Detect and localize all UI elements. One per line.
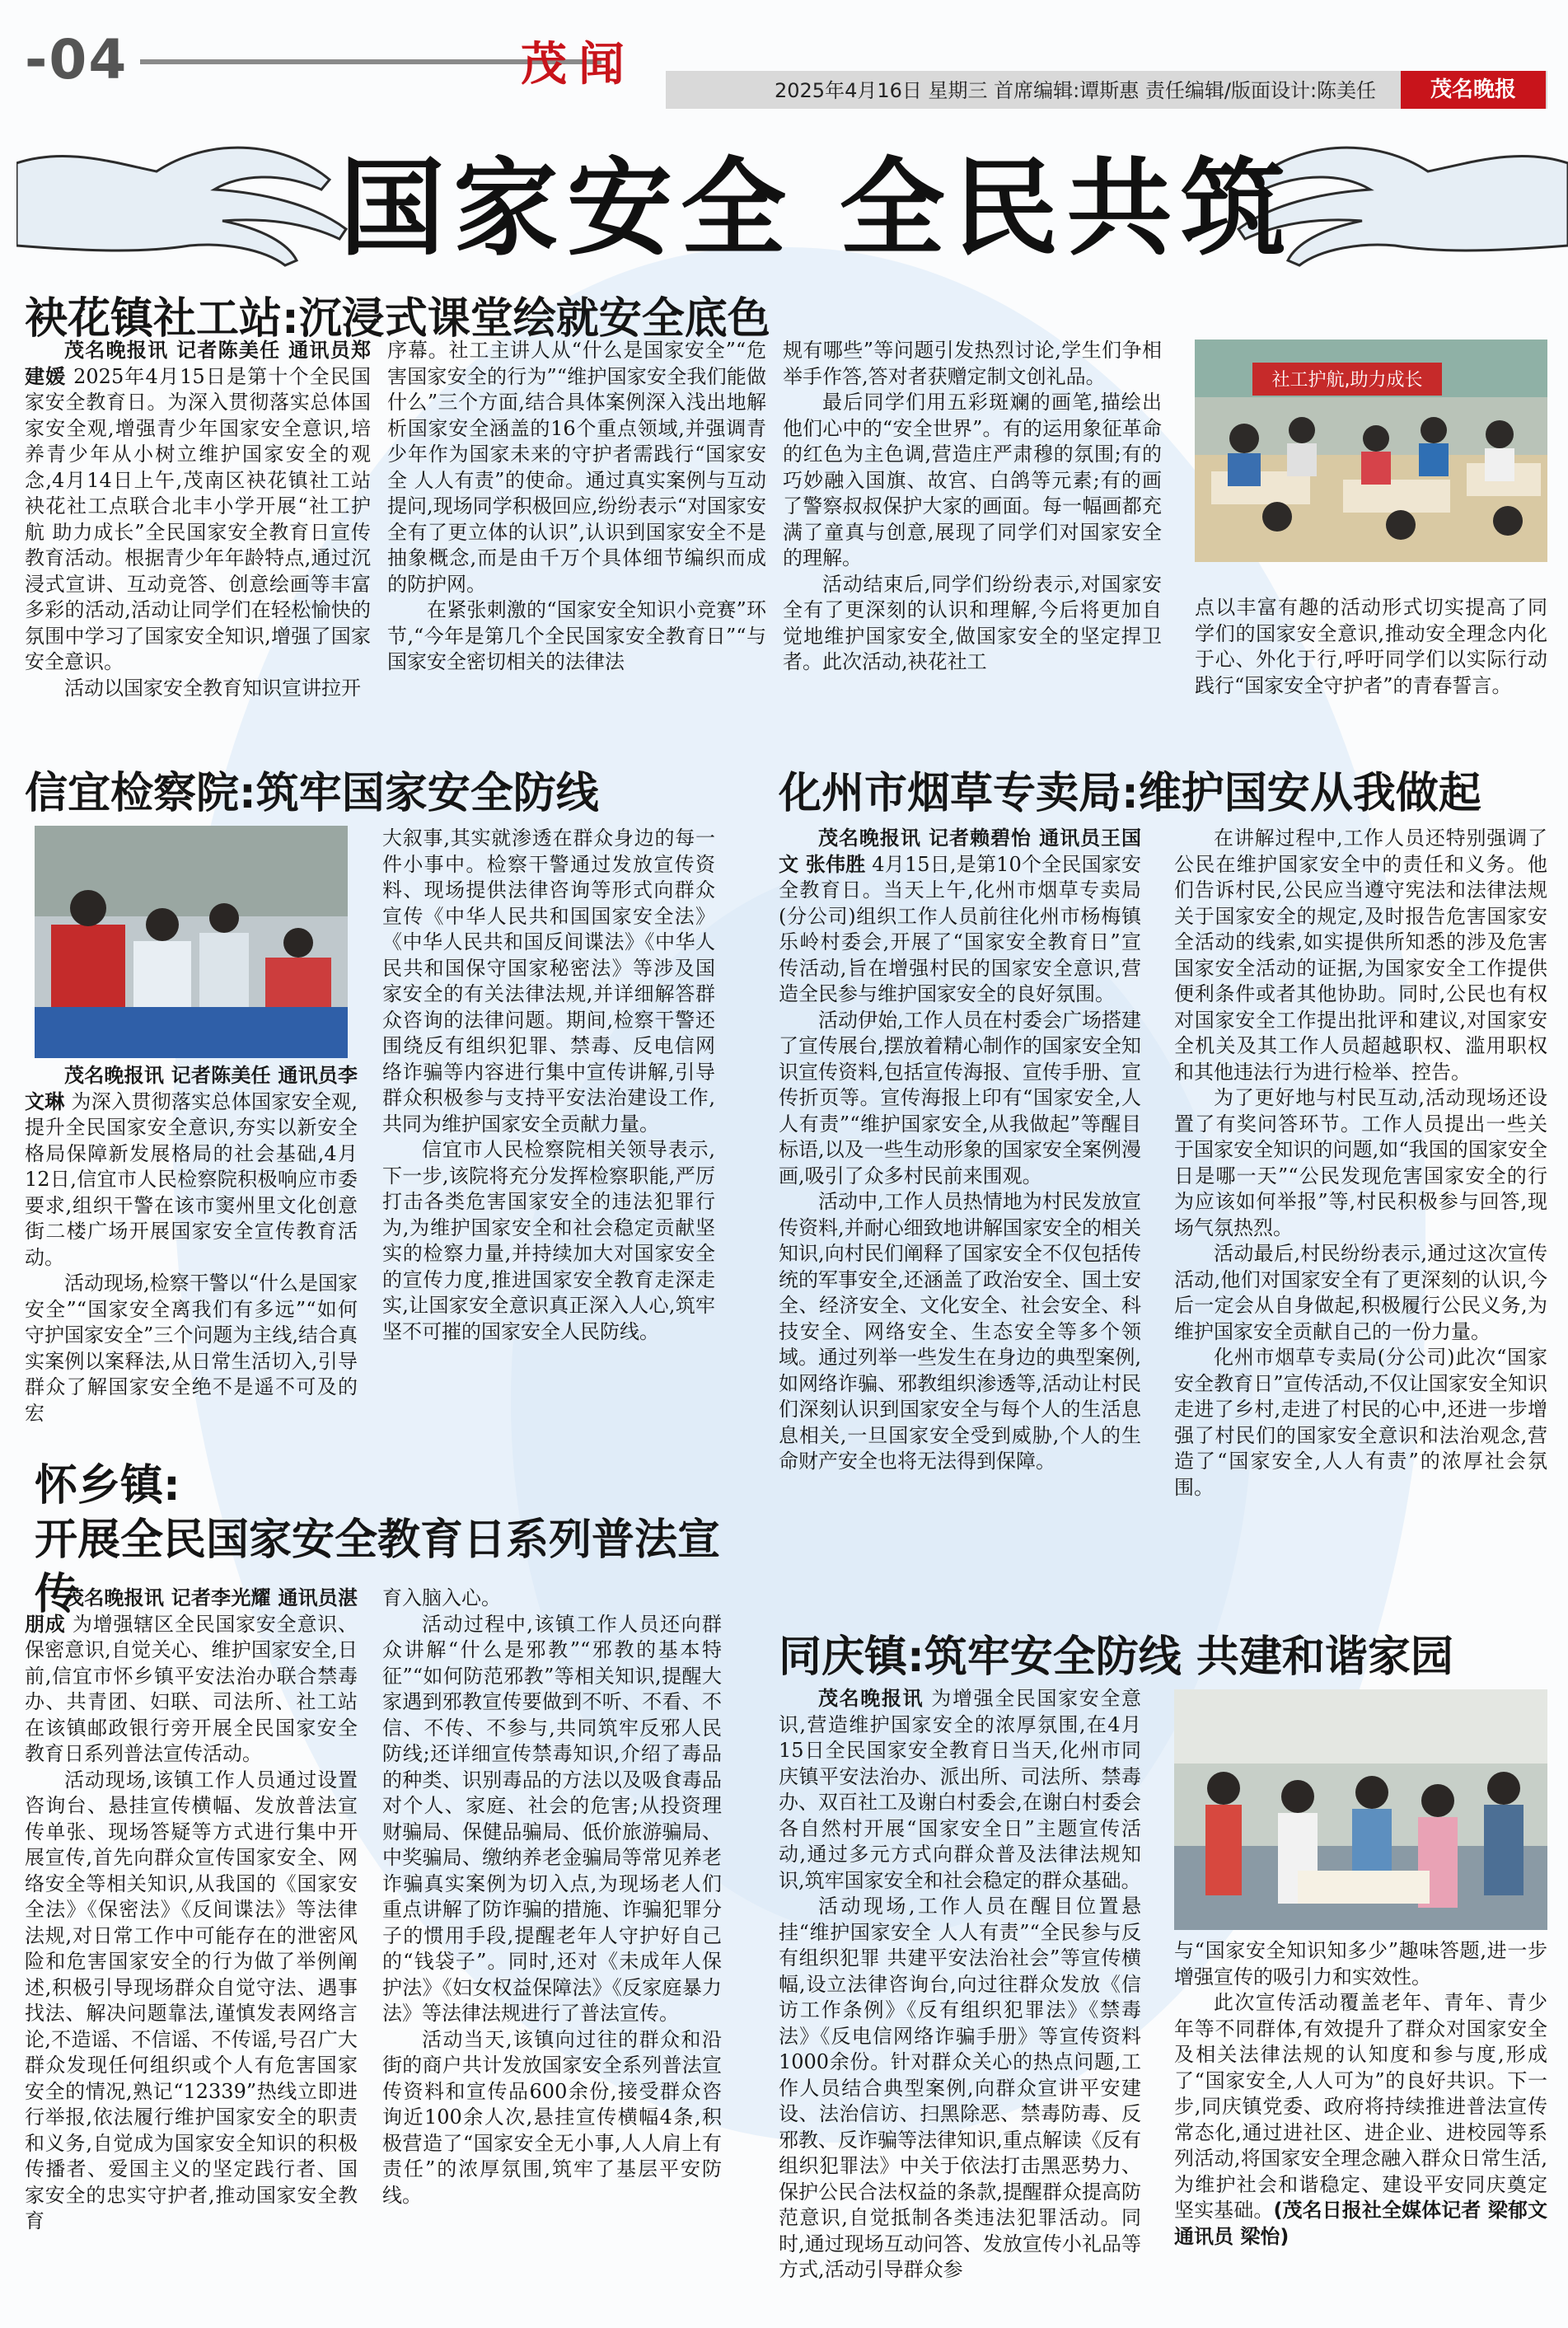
article3-col1 bbox=[779, 826, 1141, 1567]
paragraph: 2025年4月15日是第十个全民国家安全教育日。为深入贯彻落实总体国家安全观,增强青少年国家安全意识,培养青少年从小树立维护国家安全的观念,4月14日上午,茂南区袂花镇社工站袂花社工点联合北丰小学开展“社工护航 助力成长”全民国家安全教育日宣传教育活动。根据青少年年龄特点,通过沉浸式宣讲、互动竞答、创意绘画等丰富多彩的活动,活动让同学们在轻松愉快的氛围中学习了国家安全知识,增强了国家安全意识。 bbox=[25, 364, 372, 673]
article4-col1 bbox=[25, 1586, 358, 2311]
paragraph: 活动中,工作人员热情地为村民发放宣传资料,并耐心细致地讲解国家安全的相关知识,向村民们阐释了国家安全不仅包括传统的军事安全,还涵盖了政治安全、国土安全、经济安全、文化安全、社会安全、科技安全、网络安全、生态安全等多个领域。通过列举一些发生在身边的典型案例,如网络诈骗、邪教组织渗透等,活动让村民们深刻认识到国家安全与每个人的生活息息相关,一旦国家安全受到威胁,个人的生命财产安全也将无法得到保障。 bbox=[779, 1190, 1141, 1473]
article1-col2 bbox=[387, 338, 766, 725]
paragraph: 活动现场,工作人员在醒目位置悬挂“维护国家安全 人人有责”“全民参与反有组织犯罪 共建平安法治社会”等宣传横幅,设立法律咨询台,向过往群众发放《信访工作条例》《反有组织犯罪法》《禁毒法》《反电信网络诈骗手册》等宣传资料1000余份。针对群众关心的热点问题,工作人员结合典型案例,向群众宣讲平安建设、法治信访、扫黑除恶、禁毒防毒、反邪教、反诈骗等法律知识,重点解读《反有组织犯罪法》中关于依法打击黑恶势力、保护公民合法权益的条款,提醒群众提高防范意识,自觉抵制各类违法犯罪活动。同时,通过现场互动问答、发放宣传小礼品等方式,活动引导群众参 bbox=[779, 1895, 1141, 2281]
paragraph: 活动以国家安全教育知识宣讲拉开 bbox=[64, 676, 361, 700]
article5-signoff: (茂名日报社全媒体记者 梁郁文 通讯员 梁怡) bbox=[1174, 2199, 1548, 2248]
article1-col4 bbox=[1195, 595, 1547, 725]
article5-title: 同庆镇:筑牢安全防线 共建和谐家园 bbox=[779, 1632, 1453, 1682]
article2-title: 信宜检察院:筑牢国家安全防线 bbox=[25, 769, 599, 818]
column-badge: 茂闻 bbox=[521, 38, 636, 91]
article5-byline: 茂名晚报讯 bbox=[818, 1687, 924, 1710]
page-number: -04 bbox=[25, 28, 129, 91]
paragraph: 4月15日,是第10个全民国家安全教育日。当天上午,化州市烟草专卖局(分公司)组织工作人员前往化州市杨梅镇乐岭村委会,开展了“国家安全教育日”宣传活动,旨在增强村民的国家安全意识,营造全民参与维护国家安全的良好氛围。 bbox=[779, 852, 1141, 1005]
article3-title: 化州市烟草专卖局:维护国安从我做起 bbox=[779, 769, 1481, 818]
paragraph: 大叙事,其实就渗透在群众身边的每一件小事中。检察干警通过发放宣传资料、现场提供法律咨询等形式向群众宣传《中华人民共和国国家安全法》《中华人民共和国反间谍法》《中华人民共和国保守国家秘密法》等涉及国家安全的有关法律法规,并详细解答群众咨询的法律问题。期间,检察干警还围绕反有组织犯罪、禁毒、反电信网络诈骗等内容进行集中宣传讲解,引导群众积极参与支持平安法治建设工作,共同为维护国家安全贡献力量。 bbox=[382, 827, 715, 1136]
article1-col1 bbox=[25, 338, 371, 725]
paragraph: 在紧张刺激的“国家安全知识小竞赛”环节,“今年是第几个全民国家安全教育日”“与国家安全密切相关的法律法 bbox=[387, 598, 766, 673]
article3-byline: 茂名晚报讯 记者赖碧怡 通讯员王国文 张伟胜 bbox=[779, 827, 1141, 876]
article5-col2 bbox=[1174, 1938, 1547, 2313]
paragraph: 为深入贯彻落实总体国家安全观,提升全民国家安全意识,夯实以新安全格局保障新发展格局的社会基础,4月12日,信宜市人民检察院积极响应市委要求,组织干警在该市窦州里文化创意街二楼广场开展国家安全宣传教育活动。 bbox=[25, 1089, 358, 1269]
paragraph: 活动现场,该镇工作人员通过设置咨询台、悬挂宣传横幅、发放普法宣传单张、现场答疑等方式进行集中开展宣传,首先向群众宣传国家安全、网络安全等相关知识,从我国的《国家安全法》《保密法》《反间谍法》等法律法规,对日常工作中可能存在的泄密风险和危害国家安全的行为做了举例阐述,积极引导现场群众自觉守法、遇事找法、解决问题靠法,谨慎发表网络言论,不造谣、不信谣、不传谣,号召广大群众发现任何组织或个人有危害国家安全的情况,熟记“12339”热线立即进行举报,依法履行维护国家安全的职责和义务,自觉成为国家安全知识的积极传播者、爱国主义的坚定践行者、国家安全的忠实守护者,推动国家安全教育 bbox=[25, 1768, 358, 2232]
paragraph: 与“国家安全知识知多少”趣味答题,进一步增强宣传的吸引力和实效性。 bbox=[1174, 1939, 1547, 1988]
main-title: 国家安全 全民共筑 bbox=[339, 148, 1294, 270]
paragraph: 活动结束后,同学们纷纷表示,对国家安全有了更深刻的认识和理解,今后将更加自觉地维护国家安全,做国家安全的坚定捍卫者。此次活动,袂花社工 bbox=[783, 572, 1162, 673]
photo-banner-text: 社工护航,助力成长 bbox=[1271, 370, 1423, 391]
paragraph: 规有哪些”等问题引发热烈讨论,学生们争相举手作答,答对者获赠定制文创礼品。 bbox=[783, 339, 1162, 388]
paragraph: 活动当天,该镇向过往的群众和沿街的商户共计发放国家安全系列普法宣传资料和宣传品600余份,接受群众咨询近100余人次,悬挂宣传横幅4条,积极营造了“国家安全无小事,人人肩上有责任”的浓厚氛围,筑牢了基层平安防线。 bbox=[382, 2027, 722, 2207]
article3-col2 bbox=[1174, 826, 1547, 1567]
paragraph: 最后同学们用五彩斑斓的画笔,描绘出他们心中的“安全世界”。有的运用象征革命的红色为主色调,营造庄严肃穆的氛围;有的巧妙融入国旗、故宫、白鸽等元素;有的画了警察叔叔保护大家的画面。每一幅画都充满了童真与创意,展现了同学们对国家安全的理解。 bbox=[783, 391, 1162, 569]
article4-byline: 茂名晚报讯 记者李光耀 通讯员湛朋成 bbox=[25, 1586, 358, 1636]
article1-photo bbox=[1195, 340, 1547, 562]
paragraph: 在讲解过程中,工作人员还特别强调了公民在维护国家安全中的责任和义务。他们告诉村民,公民应当遵守宪法和法律法规关于国家安全的规定,及时报告危害国家安全活动的线索,如实提供所知悉的涉及危害国家安全活动的证据,为国家安全工作提供便利条件或者其他协助。同时,公民也有权对国家安全工作提出批评和建议,对国家安全机关及其工作人员超越职权、滥用职权和其他违法行为进行检举、控告。 bbox=[1174, 827, 1547, 1084]
paragraph: 为了更好地与村民互动,活动现场还设置了有奖问答环节。工作人员提出一些关于国家安全知识的问题,如“我国的国家安全日是哪一天”“公民发现危害国家安全的行为应该如何举报”等,村民积极参与回答,现场气氛热烈。 bbox=[1174, 1086, 1547, 1239]
paragraph: 此次宣传活动覆盖老年、青年、青少年等不同群体,有效提升了群众对国家安全及相关法律法规的认知度和参与度,形成了“国家安全,人人可为”的良好共识。下一步,同庆镇党委、政府将持续推进普法宣传常态化,通过进社区、进企业、进校园等系列活动,将国家安全理念融入群众日常生活,为维护社会和谐稳定、建设平安同庆奠定坚实基础。 bbox=[1174, 1991, 1547, 2222]
paragraph: 活动过程中,该镇工作人员还向群众讲解“什么是邪教”“邪教的基本特征”“如何防范邪教”等相关知识,提醒大家遇到邪教宣传要做到不听、不看、不信、不传、不参与,共同筑牢反邪人民防线;还详细宣传禁毒知识,介绍了毒品的种类、识别毒品的方法以及吸食毒品对个人、家庭、社会的危害;从投资理财骗局、保健品骗局、低价旅游骗局、中奖骗局、缴纳养老金骗局等常见养老诈骗真实案例为切入点,为现场老人们重点讲解了防诈骗的措施、诈骗犯罪分子的惯用手段,提醒老年人守护好自己的“钱袋子”。同时,还对《未成年人保护法》《妇女权益保障法》《反家庭暴力法》等法律法规进行了普法宣传。 bbox=[382, 1612, 722, 2025]
paragraph: 序幕。社工主讲人从“什么是国家安全”“危害国家安全的行为”“维护国家安全我们能做什么”三个方面,结合具体案例深入浅出地解析国家安全涵盖的16个重点领域,并强调青少年作为国家未来的守护者需践行“国家安全 人人有责”的使命。通过真实案例与互动提问,现场同学积极回应,纷纷表示“对国家安全有了更立体的认识”,认识到国家安全不是抽象概念,而是由千万个具体细节编织而成的防护网。 bbox=[387, 339, 766, 596]
article5-col1 bbox=[779, 1686, 1141, 2312]
paragraph: 育入脑入心。 bbox=[382, 1586, 501, 1609]
newspaper-logo: 茂名晚报 bbox=[1401, 71, 1546, 109]
paragraph: 信宜市人民检察院相关领导表示,下一步,该院将充分发挥检察职能,严厉打击各类危害国家安全的违法犯罪行为,为维护国家安全和社会稳定贡献坚实的检察力量,并持续加大对国家安全的宣传力度,推进国家安全教育走深走实,让国家安全意识真正深入人心,筑牢坚不可摧的国家安全人民防线。 bbox=[382, 1138, 715, 1343]
article2-col1 bbox=[25, 1063, 358, 1426]
article1-title: 袂花镇社工站:沉浸式课堂绘就安全底色 bbox=[25, 294, 770, 344]
article5-photo bbox=[1174, 1689, 1547, 1930]
article4-title-line1: 怀乡镇: bbox=[35, 1461, 180, 1511]
article2-byline: 茂名晚报讯 记者陈美任 通讯员李文琳 bbox=[25, 1064, 358, 1113]
article1-col3 bbox=[783, 338, 1162, 725]
left-hand-illustration-icon bbox=[16, 114, 363, 270]
paragraph: 化州市烟草专卖局(分公司)此次“国家安全教育日”宣传活动,不仅让国家安全知识走进了乡村,走进了村民的心中,还进一步增强了村民们的国家安全意识和法治观念,营造了“国家安全,人人有责”的浓厚社会氛围。 bbox=[1174, 1346, 1547, 1499]
article1-byline: 茂名晚报讯 记者陈美任 通讯员郑建媛 bbox=[25, 339, 371, 388]
article4-title-line2: 开展全民国家安全教育日系列普法宣传 bbox=[35, 1515, 721, 1619]
paragraph: 为增强全民国家安全意识,营造维护国家安全的浓厚氛围,在4月15日全民国家安全教育日当天,化州市同庆镇平安法治办、派出所、司法所、禁毒办、双百社工及谢白村委会,在谢白村委会各自然村开展“国家安全日”主题宣传活动,通过多元方式向群众普及法律法规知识,筑牢国家安全和社会稳定的群众基础。 bbox=[779, 1687, 1142, 1892]
paragraph: 点以丰富有趣的活动形式切实提高了同学们的国家安全意识,推动安全理念内化于心、外化于行,呼吁同学们以实际行动践行“国家安全守护者”的青春誓言。 bbox=[1195, 596, 1547, 697]
article2-photo bbox=[35, 826, 348, 1058]
paragraph: 活动伊始,工作人员在村委会广场搭建了宣传展台,摆放着精心制作的国家安全知识宣传资料,包括宣传海报、宣传手册、宣传折页等。宣传海报上印有“国家安全,人人有责”“维护国家安全,从我做起”等醒目标语,以及一些生动形象的国家安全案例漫画,吸引了众多村民前来围观。 bbox=[779, 1008, 1141, 1187]
paragraph: 活动现场,检察干警以“什么是国家安全”“国家安全离我们有多远”“如何守护国家安全”三个问题为主线,结合真实案例以案释法,从日常生活切入,引导群众了解国家安全绝不是遥不可及的宏 bbox=[25, 1272, 358, 1425]
paragraph: 活动最后,村民纷纷表示,通过这次宣传活动,他们对国家安全有了更深刻的认识,今后一定会从自身做起,积极履行公民义务,为维护国家安全贡献自己的一份力量。 bbox=[1174, 1242, 1547, 1343]
article2-col2 bbox=[382, 826, 715, 1427]
paragraph: 为增强辖区全民国家安全意识、保密意识,自觉关心、维护国家安全,日前,信宜市怀乡镇平安法治办联合禁毒办、共青团、妇联、司法所、社工站在该镇邮政银行旁开展全民国家安全教育日系列普法宣传活动。 bbox=[25, 1612, 358, 1765]
article4-col2 bbox=[382, 1586, 722, 2311]
issue-info: 2025年4月16日 星期三 首席编辑:谭斯惠 责任编辑/版面设计:陈美任 bbox=[775, 79, 1377, 102]
